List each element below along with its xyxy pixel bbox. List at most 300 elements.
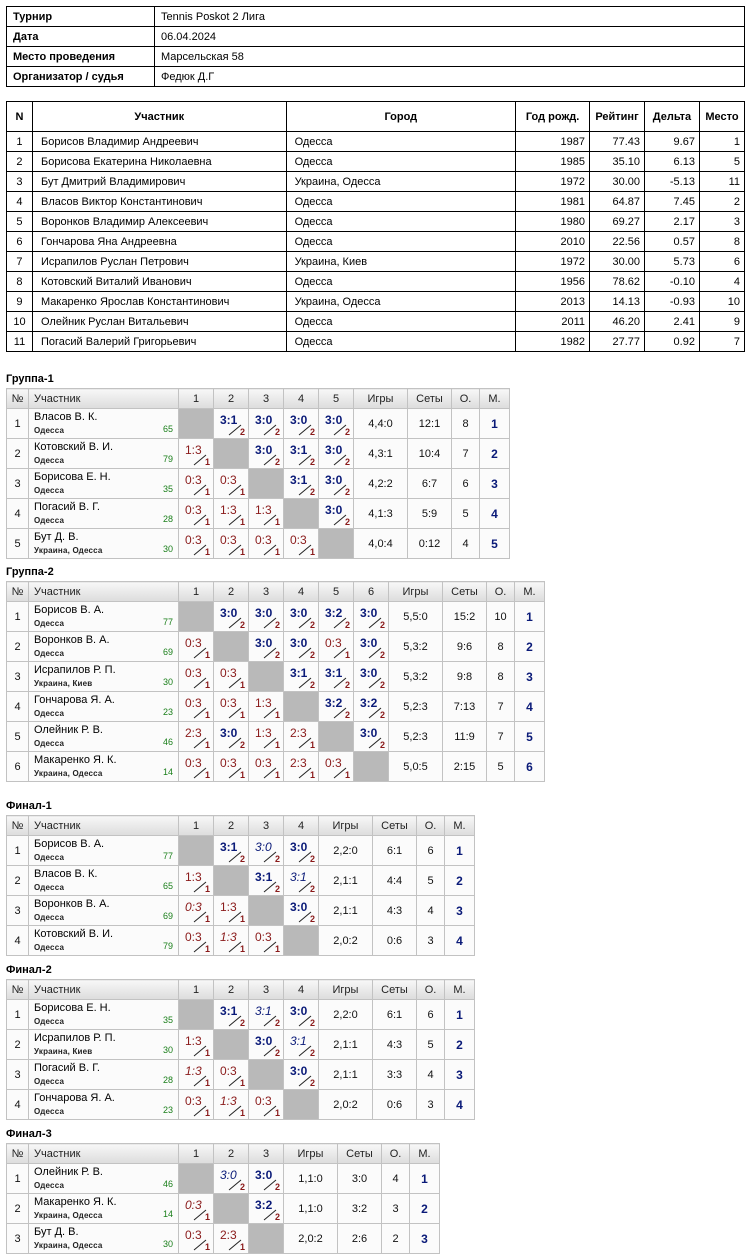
match-points: 1 <box>204 740 210 750</box>
match-points: 2 <box>274 884 280 894</box>
match-score: 3:1 <box>325 665 343 680</box>
self-match-cell <box>284 926 319 956</box>
player-points: 3 <box>382 1194 410 1224</box>
player-games: 5,3:2 <box>389 632 443 662</box>
match-points: 2 <box>309 854 315 864</box>
match-points: 1 <box>239 1242 245 1252</box>
match-score: 3:1 <box>255 1003 272 1018</box>
match-points: 2 <box>239 1182 245 1192</box>
player-rating: 46 <box>162 737 173 747</box>
match-score-cell[interactable] <box>284 439 319 469</box>
match-points: 2 <box>379 710 385 720</box>
player-sets: 4:3 <box>373 1030 417 1060</box>
player-points: 7 <box>487 722 515 752</box>
player-games: 4,2:2 <box>354 469 408 499</box>
match-score-cell[interactable] <box>179 692 214 722</box>
col-number-header: № <box>7 1144 29 1164</box>
group-player-row <box>7 632 545 662</box>
participant-row <box>7 312 745 332</box>
match-score-cell[interactable] <box>319 692 354 722</box>
match-score: 0:3 <box>185 1227 202 1242</box>
participant-cell: -5.13 <box>645 172 700 192</box>
player-rating: 35 <box>162 1015 173 1025</box>
player-games: 5,5:0 <box>389 602 443 632</box>
player-games: 4,3:1 <box>354 439 408 469</box>
player-rating: 79 <box>162 941 173 951</box>
player-number: 3 <box>7 896 29 926</box>
participants-header: Город <box>286 102 516 132</box>
participant-cell: Украина, Одесса <box>286 172 516 192</box>
player-sets: 15:2 <box>443 602 487 632</box>
match-score-cell[interactable] <box>249 836 284 866</box>
match-score: 3:0 <box>360 725 378 740</box>
self-match-cell <box>214 632 249 662</box>
participants-header: Дельта <box>645 102 700 132</box>
player-name: Борисова Е. Н. <box>34 470 111 483</box>
player-points: 2 <box>382 1224 410 1254</box>
match-score-cell[interactable] <box>249 1164 284 1194</box>
player-number: 4 <box>7 1090 29 1120</box>
participant-cell: Одесса <box>286 272 516 292</box>
match-score-cell[interactable] <box>179 896 214 926</box>
participant-cell: 2.41 <box>645 312 700 332</box>
participant-cell: 30.00 <box>590 252 645 272</box>
match-points: 1 <box>204 770 210 780</box>
player-sets: 7:13 <box>443 692 487 722</box>
match-score-cell[interactable] <box>354 722 389 752</box>
group-player-row <box>7 926 475 956</box>
player-number: 3 <box>7 1224 29 1254</box>
match-points: 1 <box>274 944 280 954</box>
match-score-cell[interactable] <box>249 499 284 529</box>
participant-row <box>7 132 745 152</box>
match-score-cell[interactable] <box>214 1000 249 1030</box>
match-score-cell[interactable] <box>284 602 319 632</box>
player-sets: 6:7 <box>408 469 452 499</box>
participant-cell: 9.67 <box>645 132 700 152</box>
player-city: Украина, Одесса <box>34 545 103 555</box>
participant-cell: 9 <box>699 312 744 332</box>
participant-cell: 2 <box>699 192 744 212</box>
participant-cell: 3 <box>699 212 744 232</box>
player-sets: 6:1 <box>373 836 417 866</box>
match-points: 2 <box>309 487 315 497</box>
col-place-header: М. <box>480 389 510 409</box>
match-score-cell[interactable] <box>284 632 319 662</box>
match-score-cell[interactable] <box>179 926 214 956</box>
player-name-cell <box>29 439 179 469</box>
player-number: 4 <box>7 692 29 722</box>
match-points: 2 <box>344 517 350 527</box>
player-place: 3 <box>445 1060 475 1090</box>
match-points: 1 <box>204 650 210 660</box>
col-number-header: № <box>7 816 29 836</box>
match-score-cell[interactable] <box>319 439 354 469</box>
match-score-cell[interactable] <box>319 752 354 782</box>
match-points: 2 <box>344 427 350 437</box>
player-number: 1 <box>7 409 29 439</box>
player-number: 4 <box>7 926 29 956</box>
participant-cell: 1 <box>7 132 33 152</box>
match-score-cell[interactable] <box>249 866 284 896</box>
col-number-header: № <box>7 389 29 409</box>
match-score-cell[interactable] <box>179 866 214 896</box>
player-number: 6 <box>7 752 29 782</box>
player-city: Украина, Одесса <box>34 768 103 778</box>
player-sets: 2:15 <box>443 752 487 782</box>
player-rating: 65 <box>162 424 173 434</box>
col-games-header: Игры <box>354 389 408 409</box>
match-score: 3:0 <box>290 635 308 650</box>
match-score-cell[interactable] <box>214 752 249 782</box>
match-score-cell[interactable] <box>179 1194 214 1224</box>
match-score-cell[interactable] <box>179 1090 214 1120</box>
participant-cell: 0.92 <box>645 332 700 352</box>
player-number: 1 <box>7 1164 29 1194</box>
player-sets: 9:6 <box>443 632 487 662</box>
player-name-cell <box>29 896 179 926</box>
player-points: 6 <box>417 836 445 866</box>
self-match-cell <box>179 836 214 866</box>
match-score: 0:3 <box>185 1093 202 1108</box>
match-points: 2 <box>344 457 350 467</box>
match-score-cell[interactable] <box>179 752 214 782</box>
match-score-cell[interactable] <box>179 439 214 469</box>
player-place: 1 <box>480 409 510 439</box>
col-opponent-header: 1 <box>179 980 214 1000</box>
match-points: 1 <box>274 517 280 527</box>
player-number: 5 <box>7 722 29 752</box>
participant-row <box>7 212 745 232</box>
participant-cell: 9 <box>7 292 33 312</box>
match-score-cell[interactable] <box>214 896 249 926</box>
player-points: 5 <box>417 866 445 896</box>
match-score-cell[interactable] <box>214 662 249 692</box>
match-score-cell[interactable] <box>319 662 354 692</box>
col-player-header: Участник <box>29 816 179 836</box>
player-name-cell <box>29 1164 179 1194</box>
match-score: 0:3 <box>220 695 237 710</box>
match-score: 0:3 <box>255 1093 272 1108</box>
participant-cell: Власов Виктор Константинович <box>32 192 286 212</box>
player-name: Макаренко Я. К. <box>34 1195 117 1208</box>
col-opponent-header: 2 <box>214 582 249 602</box>
player-name-cell <box>29 752 179 782</box>
match-score-cell[interactable] <box>214 722 249 752</box>
match-score-cell[interactable] <box>214 409 249 439</box>
match-score-cell[interactable] <box>249 1030 284 1060</box>
match-score-cell[interactable] <box>354 632 389 662</box>
player-name: Макаренко Я. К. <box>34 753 117 766</box>
match-score-cell[interactable] <box>214 1090 249 1120</box>
participant-cell: 7 <box>7 252 33 272</box>
match-score-cell[interactable] <box>284 469 319 499</box>
player-name: Воронков В. А. <box>34 897 110 910</box>
player-place: 3 <box>515 662 545 692</box>
player-name-cell <box>29 692 179 722</box>
match-score-cell[interactable] <box>214 1224 249 1254</box>
participant-cell: 14.13 <box>590 292 645 312</box>
participant-cell: 30.00 <box>590 172 645 192</box>
player-points: 8 <box>487 662 515 692</box>
player-city: Украина, Одесса <box>34 1240 103 1250</box>
match-score-cell[interactable] <box>249 632 284 662</box>
participant-cell: Гончарова Яна Андреевна <box>32 232 286 252</box>
player-name: Исрапилов Р. П. <box>34 1031 116 1044</box>
match-score-cell[interactable] <box>249 692 284 722</box>
match-score: 1:3 <box>185 1063 202 1078</box>
participant-cell: 1956 <box>516 272 590 292</box>
match-score-cell[interactable] <box>179 662 214 692</box>
match-points: 2 <box>274 854 280 864</box>
match-points: 2 <box>239 854 245 864</box>
match-score-cell[interactable] <box>214 602 249 632</box>
self-match-cell <box>319 722 354 752</box>
match-score: 3:0 <box>255 839 272 854</box>
match-score-cell[interactable] <box>284 529 319 559</box>
match-score-cell[interactable] <box>179 469 214 499</box>
match-score-cell[interactable] <box>284 409 319 439</box>
player-city: Украина, Одесса <box>34 1210 103 1220</box>
participant-cell: 10 <box>699 292 744 312</box>
player-points: 8 <box>452 409 480 439</box>
participant-cell: 64.87 <box>590 192 645 212</box>
player-number: 2 <box>7 632 29 662</box>
match-score-cell[interactable] <box>249 409 284 439</box>
player-points: 5 <box>452 499 480 529</box>
participant-cell: 1985 <box>516 152 590 172</box>
match-points: 1 <box>204 1078 210 1088</box>
player-place: 4 <box>445 926 475 956</box>
player-rating: 65 <box>162 881 173 891</box>
match-score-cell[interactable] <box>179 1060 214 1090</box>
match-score-cell[interactable] <box>284 662 319 692</box>
participant-cell: 5 <box>7 212 33 232</box>
match-points: 1 <box>239 944 245 954</box>
match-points: 1 <box>204 1108 210 1118</box>
player-name-cell <box>29 499 179 529</box>
col-place-header: М. <box>445 980 475 1000</box>
match-score-cell[interactable] <box>214 469 249 499</box>
col-points-header: О. <box>452 389 480 409</box>
group-player-row <box>7 409 510 439</box>
match-score-cell[interactable] <box>179 1030 214 1060</box>
match-score-cell[interactable] <box>249 439 284 469</box>
player-name-cell <box>29 529 179 559</box>
player-games: 4,1:3 <box>354 499 408 529</box>
participant-cell: 7.45 <box>645 192 700 212</box>
col-sets-header: Сеты <box>408 389 452 409</box>
player-sets: 0:6 <box>373 1090 417 1120</box>
participant-cell: 2010 <box>516 232 590 252</box>
match-score-cell[interactable] <box>249 722 284 752</box>
match-score-cell[interactable] <box>214 692 249 722</box>
player-sets: 2:6 <box>338 1224 382 1254</box>
col-player-header: Участник <box>29 1144 179 1164</box>
group-header-row <box>7 980 475 1000</box>
match-score: 1:3 <box>220 1093 237 1108</box>
self-match-cell <box>319 529 354 559</box>
match-score-cell[interactable] <box>284 896 319 926</box>
player-name-cell <box>29 866 179 896</box>
col-points-header: О. <box>382 1144 410 1164</box>
info-row <box>7 7 745 27</box>
match-score-cell[interactable] <box>319 469 354 499</box>
match-points: 1 <box>344 650 350 660</box>
match-score-cell[interactable] <box>284 1000 319 1030</box>
match-score-cell[interactable] <box>214 1060 249 1090</box>
match-score-cell[interactable] <box>284 866 319 896</box>
self-match-cell <box>214 1030 249 1060</box>
match-score: 3:1 <box>220 839 238 854</box>
match-score-cell[interactable] <box>214 529 249 559</box>
match-points: 1 <box>239 487 245 497</box>
match-score-cell[interactable] <box>179 722 214 752</box>
participant-cell: Воронков Владимир Алексеевич <box>32 212 286 232</box>
info-row <box>7 67 745 87</box>
player-place: 2 <box>445 1030 475 1060</box>
player-city: Украина, Киев <box>34 1046 93 1056</box>
match-score-cell[interactable] <box>319 409 354 439</box>
player-sets: 4:3 <box>373 896 417 926</box>
match-score-cell[interactable] <box>284 752 319 782</box>
col-opponent-header: 2 <box>214 1144 249 1164</box>
match-score-cell[interactable] <box>249 752 284 782</box>
match-score: 0:3 <box>185 755 202 770</box>
match-points: 1 <box>344 770 350 780</box>
match-points: 1 <box>239 770 245 780</box>
match-points: 2 <box>379 680 385 690</box>
info-label: Турнир <box>7 7 155 27</box>
player-number: 2 <box>7 439 29 469</box>
match-score-cell[interactable] <box>214 1164 249 1194</box>
player-rating: 69 <box>162 911 173 921</box>
match-score-cell[interactable] <box>284 1030 319 1060</box>
match-score-cell[interactable] <box>214 836 249 866</box>
player-sets: 11:9 <box>443 722 487 752</box>
match-score: 2:3 <box>290 755 307 770</box>
match-points: 2 <box>274 457 280 467</box>
player-place: 1 <box>515 602 545 632</box>
player-games: 5,0:5 <box>389 752 443 782</box>
match-points: 1 <box>239 1108 245 1118</box>
col-opponent-header: 4 <box>284 582 319 602</box>
match-score: 2:3 <box>185 725 202 740</box>
match-score: 3:0 <box>325 472 343 487</box>
player-points: 6 <box>417 1000 445 1030</box>
match-score: 3:1 <box>290 665 308 680</box>
match-score-cell[interactable] <box>354 602 389 632</box>
player-city: Украина, Киев <box>34 678 93 688</box>
match-score-cell[interactable] <box>284 722 319 752</box>
self-match-cell <box>249 662 284 692</box>
match-score: 0:3 <box>185 665 202 680</box>
match-score-cell[interactable] <box>179 632 214 662</box>
match-score: 3:0 <box>360 665 378 680</box>
player-sets: 9:8 <box>443 662 487 692</box>
match-score-cell[interactable] <box>354 662 389 692</box>
col-place-header: М. <box>515 582 545 602</box>
col-player-header: Участник <box>29 582 179 602</box>
match-score: 1:3 <box>255 502 272 517</box>
match-points: 1 <box>274 1108 280 1118</box>
match-score-cell[interactable] <box>179 529 214 559</box>
match-score: 3:2 <box>325 605 343 620</box>
participant-cell: -0.93 <box>645 292 700 312</box>
match-points: 1 <box>274 547 280 557</box>
match-score-cell[interactable] <box>249 529 284 559</box>
col-opponent-header: 3 <box>249 389 284 409</box>
match-score-cell[interactable] <box>319 499 354 529</box>
match-score-cell[interactable] <box>249 1194 284 1224</box>
participants-table <box>6 101 745 352</box>
participant-cell: 3 <box>7 172 33 192</box>
participant-cell: Украина, Одесса <box>286 292 516 312</box>
player-sets: 5:9 <box>408 499 452 529</box>
match-score-cell[interactable] <box>284 836 319 866</box>
match-score-cell[interactable] <box>249 1090 284 1120</box>
col-opponent-header: 2 <box>214 816 249 836</box>
match-score-cell[interactable] <box>249 602 284 632</box>
player-name-cell <box>29 409 179 439</box>
match-points: 2 <box>309 457 315 467</box>
match-score: 0:3 <box>185 635 202 650</box>
participant-cell: 78.62 <box>590 272 645 292</box>
col-opponent-header: 3 <box>249 980 284 1000</box>
match-score-cell[interactable] <box>284 1060 319 1090</box>
match-score-cell[interactable] <box>319 632 354 662</box>
participants-header: N <box>7 102 33 132</box>
match-points: 1 <box>204 914 210 924</box>
participant-cell: 11 <box>699 172 744 192</box>
player-name-cell <box>29 1090 179 1120</box>
match-score-cell[interactable] <box>214 926 249 956</box>
participant-cell: 4 <box>7 192 33 212</box>
match-score-cell[interactable] <box>214 499 249 529</box>
participant-cell: 1982 <box>516 332 590 352</box>
player-place: 2 <box>410 1194 440 1224</box>
player-games: 4,0:4 <box>354 529 408 559</box>
match-points: 2 <box>274 1018 280 1028</box>
match-score: 0:3 <box>185 929 202 944</box>
player-rating: 28 <box>162 514 173 524</box>
match-score: 1:3 <box>255 695 272 710</box>
player-points: 10 <box>487 602 515 632</box>
player-place: 3 <box>480 469 510 499</box>
match-points: 2 <box>309 620 315 630</box>
match-points: 1 <box>309 740 315 750</box>
participant-row <box>7 192 745 212</box>
col-number-header: № <box>7 582 29 602</box>
match-score-cell[interactable] <box>179 499 214 529</box>
match-score: 0:3 <box>255 929 272 944</box>
group-player-row <box>7 499 510 529</box>
participant-cell: 5.73 <box>645 252 700 272</box>
match-points: 1 <box>204 547 210 557</box>
match-score-cell[interactable] <box>319 602 354 632</box>
player-rating: 77 <box>162 617 173 627</box>
info-value: 06.04.2024 <box>155 27 745 47</box>
match-score-cell[interactable] <box>249 1000 284 1030</box>
player-number: 1 <box>7 836 29 866</box>
participant-cell: 46.20 <box>590 312 645 332</box>
player-rating: 30 <box>162 677 173 687</box>
match-score-cell[interactable] <box>249 926 284 956</box>
match-score: 3:0 <box>255 1167 273 1182</box>
match-score-cell[interactable] <box>179 1224 214 1254</box>
group-header-row <box>7 816 475 836</box>
match-score-cell[interactable] <box>354 692 389 722</box>
